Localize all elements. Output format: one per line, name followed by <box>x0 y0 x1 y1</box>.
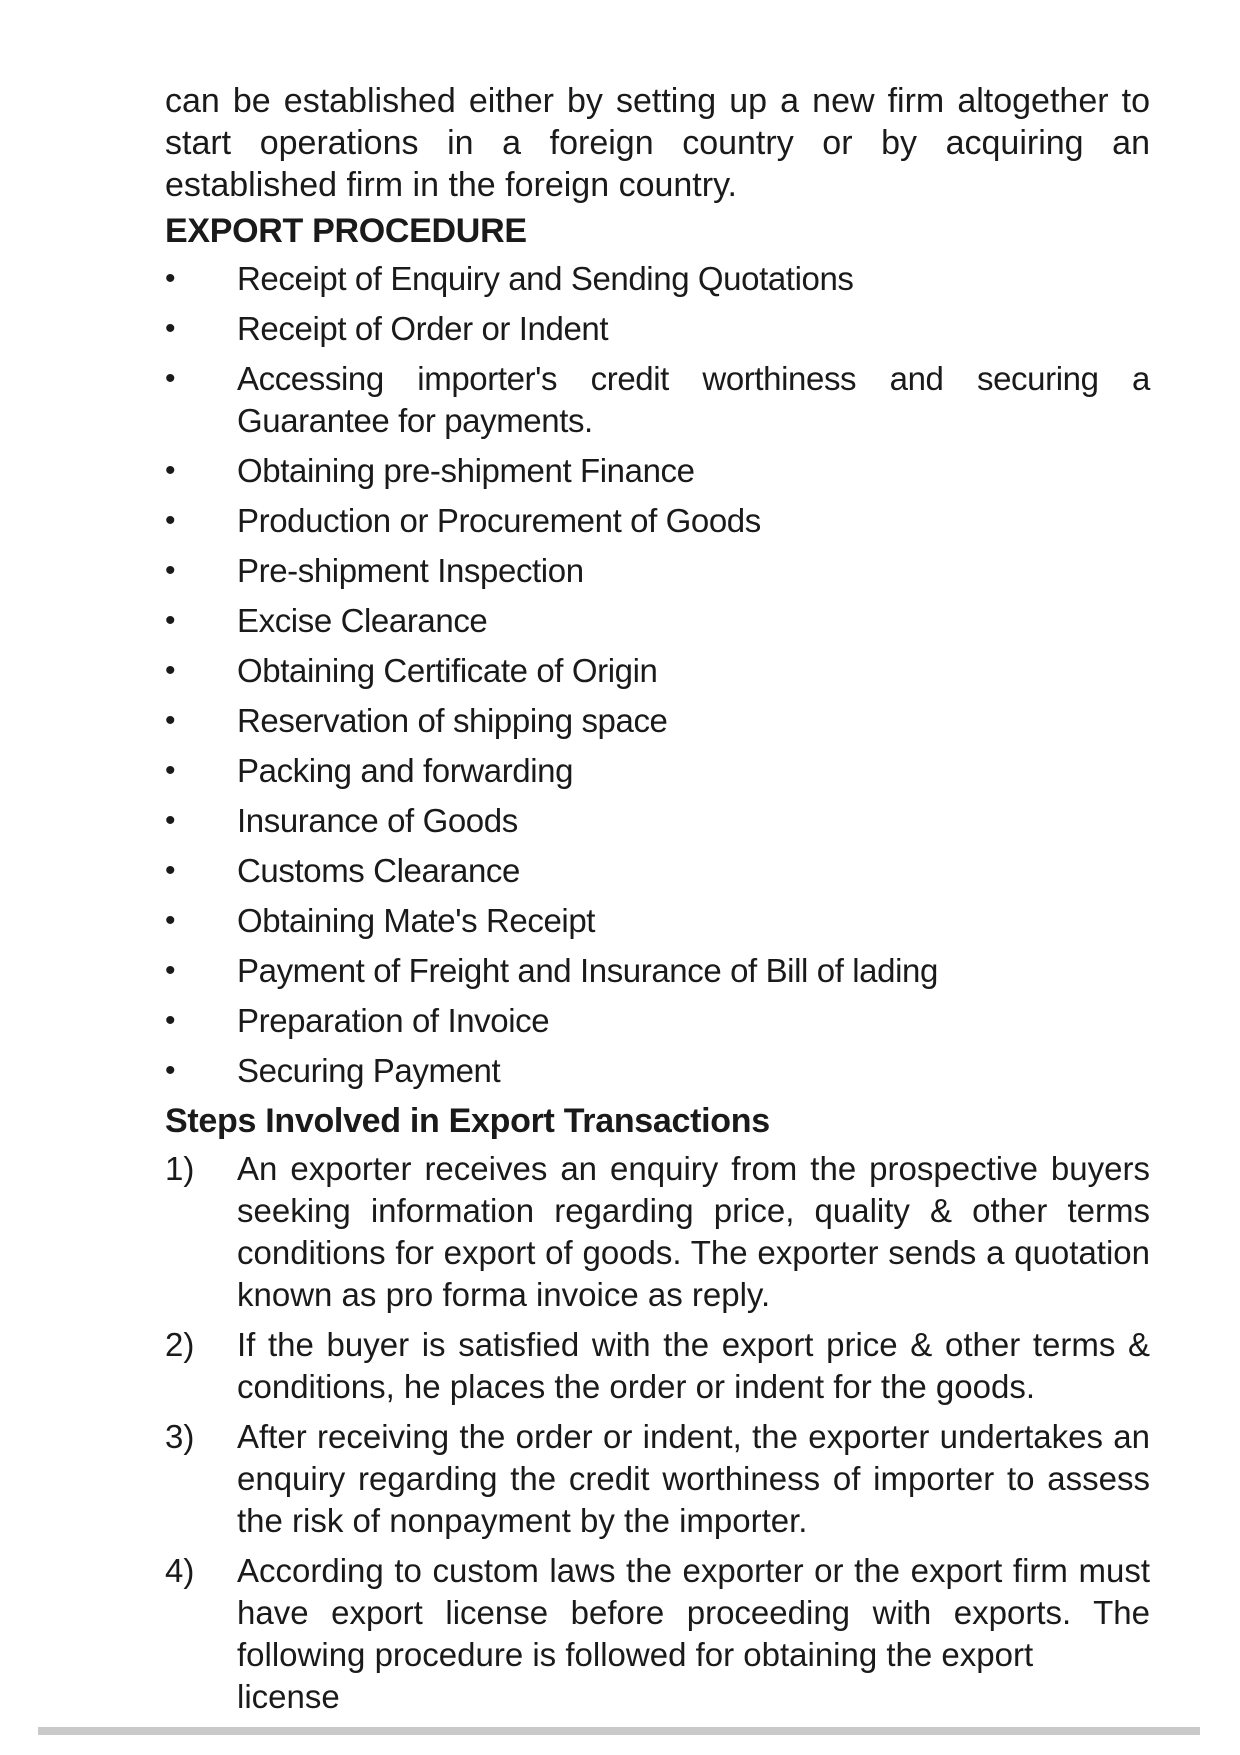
bullet-icon: • <box>165 754 176 787</box>
bullet-icon: • <box>165 1004 176 1037</box>
bullet-icon: • <box>165 362 176 395</box>
export-procedure-list <box>165 258 1150 1092</box>
list-item: • Obtaining Certificate of Origin <box>165 650 1150 692</box>
bullet-icon: • <box>165 704 176 737</box>
list-item: • Reservation of shipping space <box>165 700 1150 742</box>
bullet-icon: • <box>165 454 176 487</box>
list-item: • Obtaining pre-shipment Finance <box>165 450 1150 492</box>
step-text: If the buyer is satisfied with the export price & other terms & conditions, he places the order or indent for the goods. <box>237 1326 1150 1405</box>
bullet-icon: • <box>165 954 176 987</box>
step-number: 4) <box>165 1552 195 1589</box>
bullet-icon: • <box>165 262 176 295</box>
document-page <box>165 80 1150 1715</box>
export-procedure-heading: EXPORT PROCEDURE <box>165 212 527 250</box>
steps-heading: Steps Involved in Export Transactions <box>165 1102 770 1140</box>
step-text: license <box>237 1678 340 1715</box>
bullet-icon: • <box>165 1054 176 1087</box>
step-item <box>165 1550 1150 1676</box>
list-item: • Receipt of Order or Indent <box>165 308 1150 350</box>
list-item: • Insurance of Goods <box>165 800 1150 842</box>
bullet-icon: • <box>165 312 176 345</box>
list-item: • Excise Clearance <box>165 600 1150 642</box>
list-item: • Pre-shipment Inspection <box>165 550 1150 592</box>
step-item <box>165 1416 1150 1542</box>
list-item: • Securing Payment <box>165 1050 1150 1092</box>
list-item: • Obtaining Mate's Receipt <box>165 900 1150 942</box>
step-item <box>165 1148 1150 1316</box>
bullet-icon: • <box>165 904 176 937</box>
bullet-icon: • <box>165 604 176 637</box>
list-item: • Receipt of Enquiry and Sending Quotations <box>165 258 1150 300</box>
step-item <box>165 1324 1150 1408</box>
intro-paragraph: can be established either by setting up a new firm altogether to start operations in a foreign country or by acquiring an established firm in the foreign country. <box>165 82 1150 204</box>
bullet-icon: • <box>165 504 176 537</box>
step-item-continuation <box>165 1676 1150 1715</box>
bullet-icon: • <box>165 554 176 587</box>
step-text: After receiving the order or indent, the exporter undertakes an enquiry regarding the credit worthiness of importer to assess the risk of nonpayment by the importer. <box>237 1418 1150 1539</box>
bullet-icon: • <box>165 804 176 837</box>
list-item: • Preparation of Invoice <box>165 1000 1150 1042</box>
bullet-icon: • <box>165 654 176 687</box>
steps-list <box>165 1148 1150 1715</box>
step-text: An exporter receives an enquiry from the prospective buyers seeking information regarding price, quality & other terms conditions for export of goods. The exporter sends a quotation known as pro forma invoice as reply. <box>237 1150 1150 1313</box>
page-bottom-rule <box>38 1727 1200 1735</box>
list-item: • Customs Clearance <box>165 850 1150 892</box>
list-item: • Payment of Freight and Insurance of Bill of lading <box>165 950 1150 992</box>
step-number: 3) <box>165 1418 195 1455</box>
bullet-icon: • <box>165 854 176 887</box>
step-text: According to custom laws the exporter or the export firm must have export license before proceeding with exports. The following procedure is followed for obtaining the export <box>237 1552 1150 1673</box>
step-number: 2) <box>165 1326 195 1363</box>
step-number: 1) <box>165 1150 195 1187</box>
list-item: • Packing and forwarding <box>165 750 1150 792</box>
list-item: • Accessing importer's credit worthiness and securing a Guarantee for payments. <box>165 360 1150 439</box>
list-item: • Production or Procurement of Goods <box>165 500 1150 542</box>
